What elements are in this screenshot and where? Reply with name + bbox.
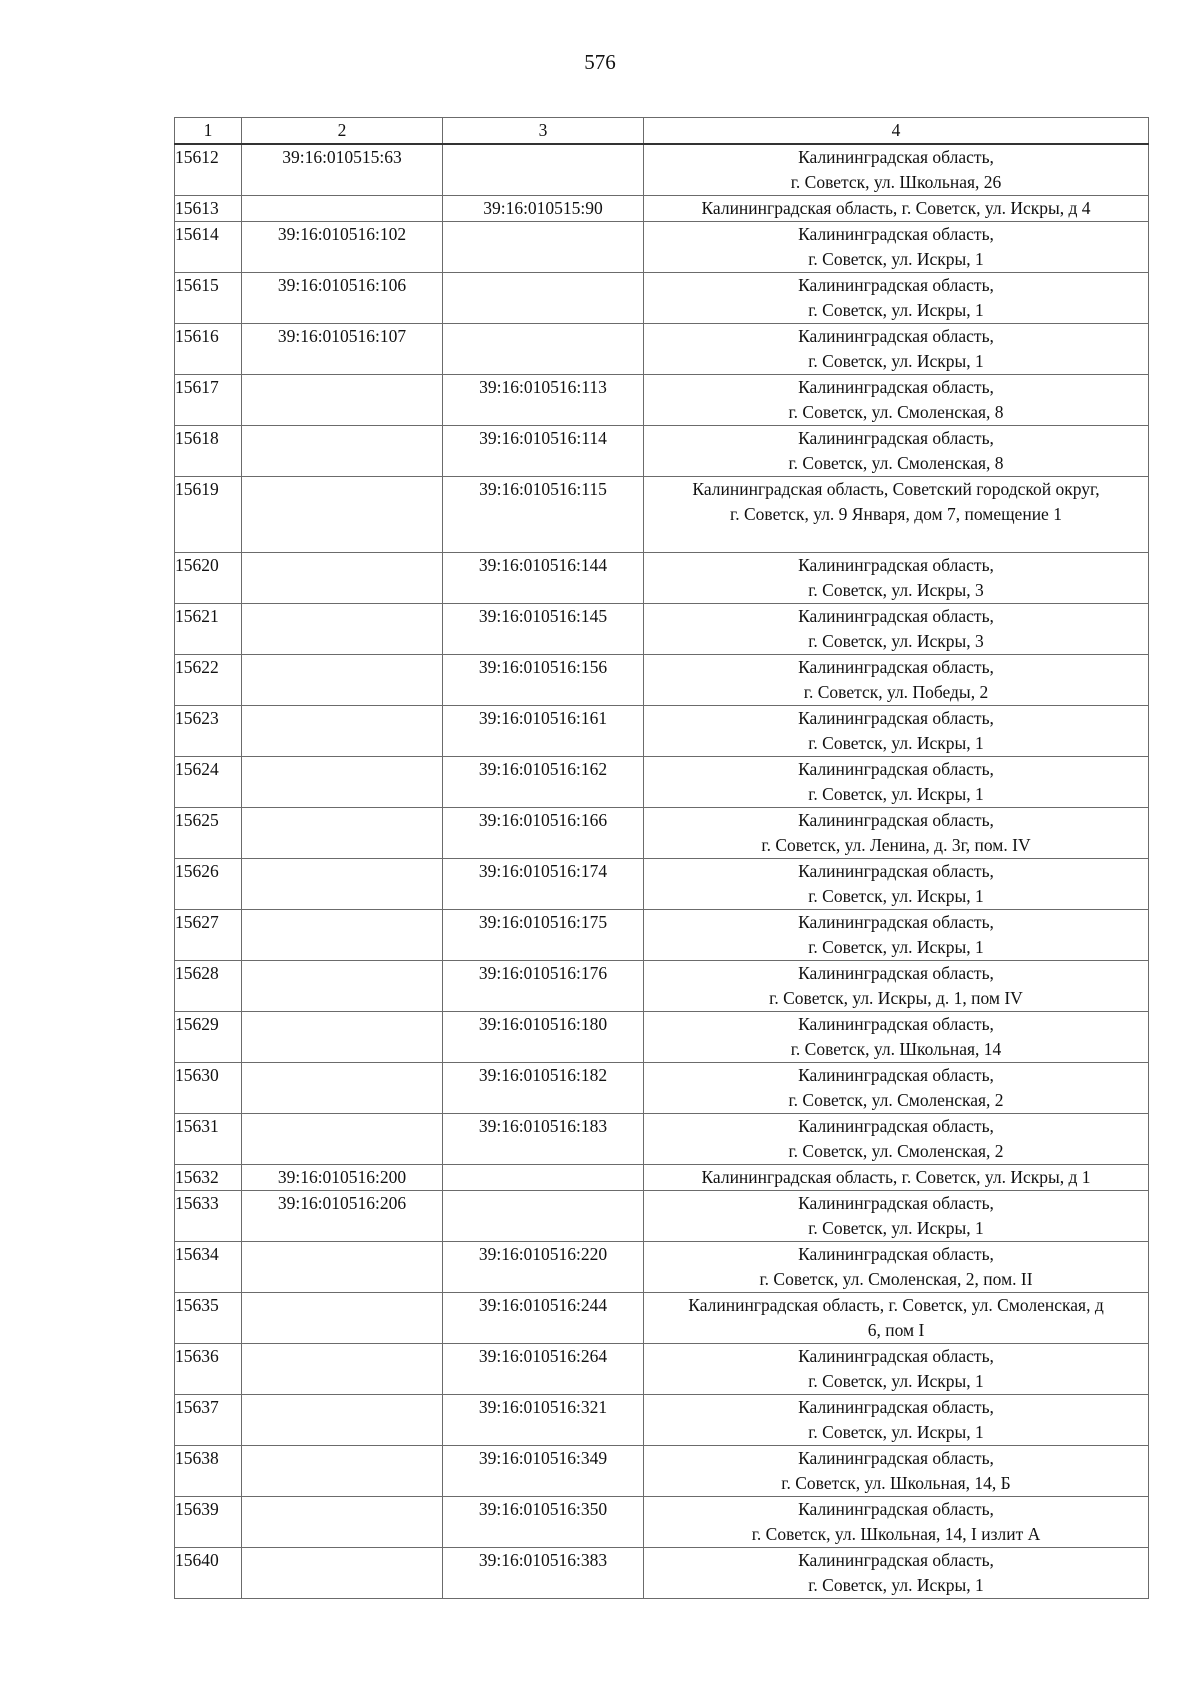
address-line: г. Советск, ул. Смоленская, 2, пом. II <box>759 1269 1033 1289</box>
table-row <box>175 375 1149 426</box>
cadastral-number-col2 <box>242 1012 443 1063</box>
row-number: 15627 <box>175 910 242 961</box>
cadastral-number-col2 <box>242 1548 443 1599</box>
row-number: 15621 <box>175 604 242 655</box>
row-number: 15616 <box>175 324 242 375</box>
address-line: г. Советск, ул. Искры, 1 <box>808 249 984 269</box>
cadastral-number-col2 <box>242 706 443 757</box>
address-line: г. Советск, ул. Школьная, 14, I излит А <box>751 1524 1041 1544</box>
cadastral-number-col2 <box>242 1242 443 1293</box>
cadastral-number-col3 <box>443 1165 644 1191</box>
address-line: г. Советск, ул. Искры, 1 <box>808 300 984 320</box>
table-row <box>175 808 1149 859</box>
address-line: г. Советск, ул. Школьная, 14 <box>790 1039 1002 1059</box>
address-line: Калининградская область, <box>798 912 994 932</box>
cadastral-number-col3: 39:16:010516:162 <box>443 757 644 808</box>
address-line: Калининградская область, <box>798 1065 994 1085</box>
address-line: Калининградская область, <box>798 224 994 244</box>
address-line: Калининградская область, <box>798 428 994 448</box>
table-row <box>175 1293 1149 1344</box>
row-number: 15628 <box>175 961 242 1012</box>
cadastral-number-col3: 39:16:010516:113 <box>443 375 644 426</box>
cadastral-number-col2: 39:16:010516:206 <box>242 1191 443 1242</box>
table-row <box>175 273 1149 324</box>
address-cell <box>644 961 1149 1012</box>
address-cell <box>644 1063 1149 1114</box>
cadastral-number-col3: 39:16:010516:183 <box>443 1114 644 1165</box>
address-cell <box>644 808 1149 859</box>
row-number: 15629 <box>175 1012 242 1063</box>
table-header-row <box>175 118 1149 145</box>
row-number: 15625 <box>175 808 242 859</box>
table-row <box>175 859 1149 910</box>
address-line: Калининградская область, <box>798 606 994 626</box>
cadastral-number-col2 <box>242 553 443 604</box>
address-cell <box>644 655 1149 706</box>
cadastral-number-col2 <box>242 1293 443 1344</box>
table-body <box>175 144 1149 1599</box>
address-cell <box>644 1344 1149 1395</box>
address-line: г. Советск, ул. Победы, 2 <box>803 682 989 702</box>
cadastral-number-col3: 39:16:010516:175 <box>443 910 644 961</box>
table-row <box>175 961 1149 1012</box>
cadastral-number-col3 <box>443 222 644 273</box>
table-row <box>175 222 1149 273</box>
row-number: 15612 <box>175 144 242 196</box>
table-row <box>175 910 1149 961</box>
cadastral-number-col3 <box>443 324 644 375</box>
table-row <box>175 706 1149 757</box>
address-line: г. Советск, ул. Искры, 1 <box>808 733 984 753</box>
cadastral-number-col3: 39:16:010516:244 <box>443 1293 644 1344</box>
address-cell <box>644 273 1149 324</box>
table-row <box>175 1497 1149 1548</box>
row-number: 15626 <box>175 859 242 910</box>
address-line: Калининградская область, <box>798 275 994 295</box>
cadastral-number-col2 <box>242 1395 443 1446</box>
address-line: г. Советск, ул. Искры, 1 <box>808 1575 984 1595</box>
address-line: Калининградская область, <box>798 861 994 881</box>
cadastral-number-col3: 39:16:010516:161 <box>443 706 644 757</box>
address-line: г. Советск, ул. Искры, 1 <box>808 1218 984 1238</box>
table-row <box>175 757 1149 808</box>
column-header: 3 <box>443 118 644 145</box>
cadastral-number-col3: 39:16:010516:176 <box>443 961 644 1012</box>
address-line: Калининградская область, г. Советск, ул. Искры, д 4 <box>701 198 1091 218</box>
address-line: Калининградская область, <box>798 377 994 397</box>
cadastral-number-col3: 39:16:010516:114 <box>443 426 644 477</box>
address-cell <box>644 1165 1149 1191</box>
address-cell <box>644 859 1149 910</box>
row-number: 15634 <box>175 1242 242 1293</box>
cadastral-number-col3: 39:16:010516:349 <box>443 1446 644 1497</box>
table-row <box>175 1344 1149 1395</box>
address-line: г. Советск, ул. 9 Января, дом 7, помещение 1 <box>730 504 1062 524</box>
cadastral-number-col2 <box>242 604 443 655</box>
row-number: 15632 <box>175 1165 242 1191</box>
column-header: 1 <box>175 118 242 145</box>
cadastral-number-col2 <box>242 808 443 859</box>
address-line: Калининградская область, <box>798 1346 994 1366</box>
address-line: г. Советск, ул. Искры, 1 <box>808 937 984 957</box>
table-row <box>175 196 1149 222</box>
row-number: 15633 <box>175 1191 242 1242</box>
address-line: Калининградская область, <box>798 759 994 779</box>
address-cell <box>644 604 1149 655</box>
table-row <box>175 426 1149 477</box>
address-line: г. Советск, ул. Искры, 1 <box>808 784 984 804</box>
address-line: г. Советск, ул. Искры, 3 <box>808 631 984 651</box>
cadastral-number-col3: 39:16:010516:264 <box>443 1344 644 1395</box>
cadastral-number-col2: 39:16:010515:63 <box>242 144 443 196</box>
cadastral-number-col3: 39:16:010515:90 <box>443 196 644 222</box>
address-cell <box>644 910 1149 961</box>
address-line: г. Советск, ул. Искры, 1 <box>808 351 984 371</box>
cadastral-number-col3: 39:16:010516:115 <box>443 477 644 553</box>
cadastral-number-col2 <box>242 1497 443 1548</box>
cadastral-number-col3: 39:16:010516:383 <box>443 1548 644 1599</box>
address-line: Калининградская область, <box>798 708 994 728</box>
row-number: 15617 <box>175 375 242 426</box>
row-number: 15636 <box>175 1344 242 1395</box>
address-line: Калининградская область, <box>798 1550 994 1570</box>
page-number: 576 <box>584 50 616 74</box>
address-line: г. Советск, ул. Смоленская, 2 <box>788 1141 1004 1161</box>
cadastral-number-col2 <box>242 477 443 553</box>
table-row <box>175 324 1149 375</box>
cadastral-number-col3 <box>443 144 644 196</box>
cadastral-number-col2 <box>242 859 443 910</box>
address-line: Калининградская область, <box>798 555 994 575</box>
cadastral-number-col2: 39:16:010516:102 <box>242 222 443 273</box>
address-cell <box>644 1497 1149 1548</box>
address-line: Калининградская область, <box>798 963 994 983</box>
address-cell <box>644 706 1149 757</box>
column-header: 4 <box>644 118 1149 145</box>
address-line: Калининградская область, <box>798 1193 994 1213</box>
address-line: г. Советск, ул. Ленина, д. 3г, пом. IV <box>761 835 1031 855</box>
address-line: г. Советск, ул. Искры, 1 <box>808 886 984 906</box>
address-line: г. Советск, ул. Школьная, 14, Б <box>781 1473 1011 1493</box>
row-number: 15635 <box>175 1293 242 1344</box>
table-row <box>175 1242 1149 1293</box>
cadastral-number-col3: 39:16:010516:174 <box>443 859 644 910</box>
cadastral-number-col2 <box>242 757 443 808</box>
table-row <box>175 553 1149 604</box>
cadastral-number-col2 <box>242 196 443 222</box>
row-number: 15624 <box>175 757 242 808</box>
address-line: Калининградская область, <box>798 1397 994 1417</box>
address-cell <box>644 477 1149 553</box>
address-line: Калининградская область, <box>798 147 994 167</box>
cadastral-number-col2 <box>242 655 443 706</box>
table-row <box>175 1063 1149 1114</box>
cadastral-number-col3: 39:16:010516:321 <box>443 1395 644 1446</box>
row-number: 15622 <box>175 655 242 706</box>
address-cell <box>644 757 1149 808</box>
table-row <box>175 604 1149 655</box>
row-number: 15613 <box>175 196 242 222</box>
table-row <box>175 1395 1149 1446</box>
address-cell <box>644 1293 1149 1344</box>
table-row <box>175 1446 1149 1497</box>
address-line: г. Советск, ул. Искры, 3 <box>808 580 984 600</box>
cadastral-number-col2: 39:16:010516:107 <box>242 324 443 375</box>
row-number: 15639 <box>175 1497 242 1548</box>
table-row <box>175 655 1149 706</box>
table-row <box>175 1548 1149 1599</box>
address-line: Калининградская область, <box>798 326 994 346</box>
address-cell <box>644 1446 1149 1497</box>
registry-table <box>174 117 1149 1599</box>
address-line: г. Советск, ул. Смоленская, 8 <box>788 453 1004 473</box>
cadastral-number-col2 <box>242 961 443 1012</box>
address-line: г. Советск, ул. Искры, 1 <box>808 1422 984 1442</box>
cadastral-number-col2: 39:16:010516:200 <box>242 1165 443 1191</box>
address-cell <box>644 1395 1149 1446</box>
row-number: 15640 <box>175 1548 242 1599</box>
table-row <box>175 1012 1149 1063</box>
cadastral-number-col3 <box>443 273 644 324</box>
cadastral-number-col3: 39:16:010516:156 <box>443 655 644 706</box>
address-line: Калининградская область, <box>798 810 994 830</box>
address-cell <box>644 1191 1149 1242</box>
table-row <box>175 1114 1149 1165</box>
address-cell <box>644 1548 1149 1599</box>
address-cell <box>644 1114 1149 1165</box>
cadastral-number-col2: 39:16:010516:106 <box>242 273 443 324</box>
column-header: 2 <box>242 118 443 145</box>
cadastral-number-col2 <box>242 1114 443 1165</box>
cadastral-number-col3: 39:16:010516:145 <box>443 604 644 655</box>
table-row <box>175 1165 1149 1191</box>
address-cell <box>644 375 1149 426</box>
cadastral-number-col3: 39:16:010516:144 <box>443 553 644 604</box>
cadastral-number-col3: 39:16:010516:220 <box>443 1242 644 1293</box>
row-number: 15630 <box>175 1063 242 1114</box>
row-number: 15614 <box>175 222 242 273</box>
address-line: г. Советск, ул. Смоленская, 2 <box>788 1090 1004 1110</box>
address-line: г. Советск, ул. Искры, д. 1, пом IV <box>769 988 1023 1008</box>
address-cell <box>644 222 1149 273</box>
cadastral-number-col2 <box>242 910 443 961</box>
row-number: 15623 <box>175 706 242 757</box>
address-cell <box>644 1012 1149 1063</box>
row-number: 15637 <box>175 1395 242 1446</box>
cadastral-number-col2 <box>242 1344 443 1395</box>
cadastral-number-col2 <box>242 375 443 426</box>
table-row <box>175 144 1149 196</box>
row-number: 15638 <box>175 1446 242 1497</box>
cadastral-number-col3: 39:16:010516:166 <box>443 808 644 859</box>
address-line: г. Советск, ул. Школьная, 26 <box>790 172 1002 192</box>
address-line: г. Советск, ул. Искры, 1 <box>808 1371 984 1391</box>
cadastral-number-col3: 39:16:010516:182 <box>443 1063 644 1114</box>
table-row <box>175 477 1149 553</box>
address-line: Калининградская область, <box>798 657 994 677</box>
address-cell <box>644 553 1149 604</box>
address-line: Калининградская область, <box>798 1448 994 1468</box>
address-cell <box>644 426 1149 477</box>
cadastral-number-col2 <box>242 1063 443 1114</box>
address-cell <box>644 324 1149 375</box>
address-cell <box>644 196 1149 222</box>
address-line: 6, пом I <box>867 1320 925 1340</box>
cadastral-number-col3: 39:16:010516:180 <box>443 1012 644 1063</box>
table-row <box>175 1191 1149 1242</box>
address-line: Калининградская область, <box>798 1014 994 1034</box>
address-cell <box>644 144 1149 196</box>
cadastral-number-col3: 39:16:010516:350 <box>443 1497 644 1548</box>
address-line: Калининградская область, г. Советск, ул. Искры, д 1 <box>701 1167 1091 1187</box>
address-line: Калининградская область, Советский городской округ, <box>692 479 1100 499</box>
cadastral-number-col3 <box>443 1191 644 1242</box>
address-line: Калининградская область, <box>798 1116 994 1136</box>
address-line: Калининградская область, <box>798 1244 994 1264</box>
address-cell <box>644 1242 1149 1293</box>
row-number: 15619 <box>175 477 242 553</box>
row-number: 15615 <box>175 273 242 324</box>
row-number: 15618 <box>175 426 242 477</box>
cadastral-number-col2 <box>242 1446 443 1497</box>
address-line: Калининградская область, <box>798 1499 994 1519</box>
cadastral-number-col2 <box>242 426 443 477</box>
address-line: Калининградская область, г. Советск, ул. Смоленская, д <box>688 1295 1104 1315</box>
row-number: 15620 <box>175 553 242 604</box>
row-number: 15631 <box>175 1114 242 1165</box>
address-line: г. Советск, ул. Смоленская, 8 <box>788 402 1004 422</box>
